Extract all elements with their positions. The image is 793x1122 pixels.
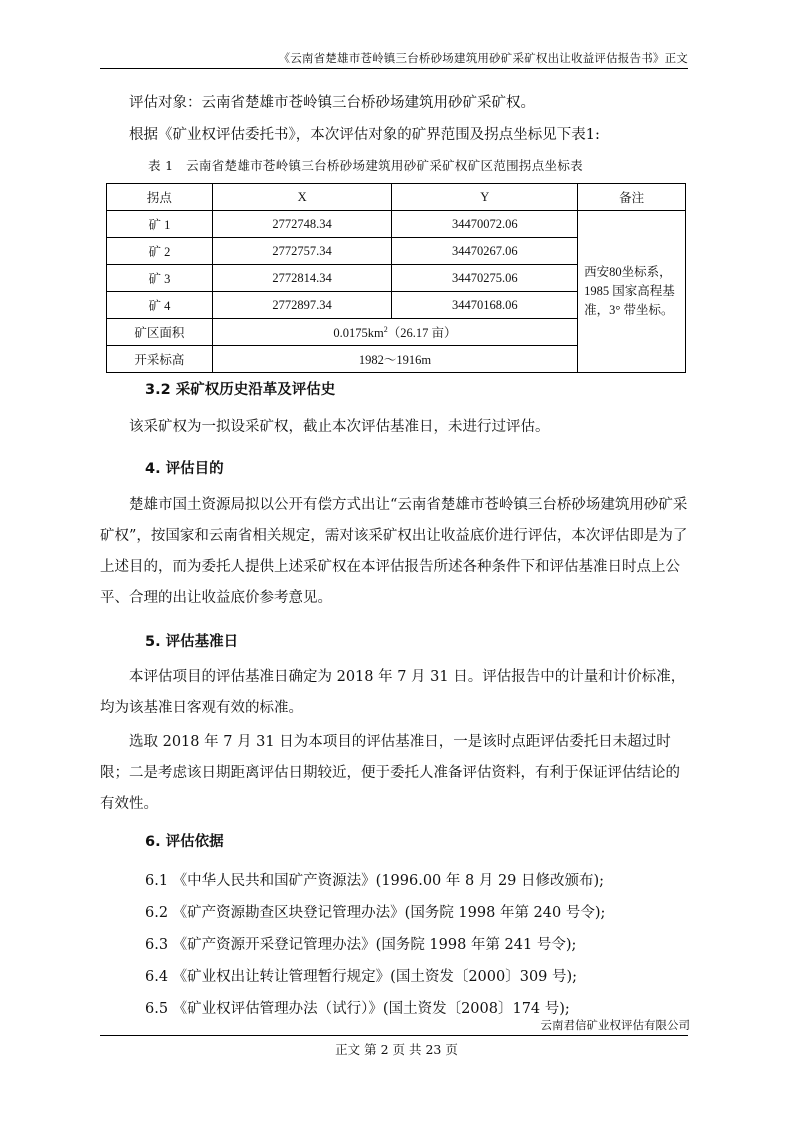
area-unit-superscript: 2 (383, 324, 388, 334)
x-cell: 2772814.34 (212, 265, 392, 292)
col-header-point: 拐点 (107, 184, 213, 211)
col-header-x: X (212, 184, 392, 211)
section-3-2-title: 3.2 采矿权历史沿革及评估史 (145, 382, 336, 398)
table-header-row (107, 184, 686, 211)
x-cell: 2772897.34 (212, 292, 392, 319)
table-row (107, 211, 686, 238)
footer-divider (100, 1035, 688, 1036)
basis-list (145, 865, 690, 1025)
y-cell: 34470168.06 (392, 292, 578, 319)
point-cell: 矿 3 (107, 265, 213, 292)
list-item: 6.3 《矿产资源开采登记管理办法》(国务院 1998 年第 241 号令); (145, 937, 577, 953)
y-cell: 34470267.06 (392, 238, 578, 265)
y-cell: 34470275.06 (392, 265, 578, 292)
coordinate-table (106, 183, 686, 373)
list-item: 6.1 《中华人民共和国矿产资源法》(1996.00 年 8 月 29 日修改颁布); (145, 873, 605, 889)
col-header-y: Y (392, 184, 578, 211)
y-cell: 34470072.06 (392, 211, 578, 238)
list-item: 6.4 《矿业权出让转让管理暂行规定》(国土资发〔2000〕309 号); (145, 969, 578, 985)
page-number: 正文 第 2 页 共 23 页 (335, 1042, 458, 1057)
point-cell: 矿 2 (107, 238, 213, 265)
section-4-title: 4. 评估目的 (145, 461, 224, 477)
table-caption: 表 1 云南省楚雄市苍岭镇三台桥砂场建筑用砂矿采矿权矿区范围拐点坐标表 (148, 158, 583, 173)
area-value: 0.0175km (333, 326, 384, 340)
page-header: 《云南省楚雄市苍岭镇三台桥砂场建筑用砂矿采矿权出让收益评估报告书》正文 (278, 51, 688, 65)
section-5-text-2: 选取 2018 年 7 月 31 日为本项目的评估基准日，一是该时点距评估委托日未超过时限；二是考虑该日期距离评估日期较近，便于委托人准备评估资料，有利于保证评估结论的有效性。 (100, 734, 680, 812)
evaluation-object: 评估对象：云南省楚雄市苍岭镇三台桥砂场建筑用砂矿采矿权。 (129, 95, 535, 111)
elevation-value: 1982～1916m (212, 346, 577, 373)
area-suffix: （26.17 亩） (387, 326, 457, 340)
point-cell: 矿 1 (107, 211, 213, 238)
section-6-title: 6. 评估依据 (145, 834, 224, 850)
area-label: 矿区面积 (107, 319, 213, 346)
section-4-text: 楚雄市国土资源局拟以公开有偿方式出让“云南省楚雄市苍岭镇三台桥砂场建筑用砂矿采矿权”，按国家和云南省相关规定，需对该采矿权出让收益底价进行评估，本次评估即是为了上述目的，而为委托人提供上述采矿权在本评估报告所述各种条件下和评估基准日时点上公平、合理的出让收益底价参考意见。 (100, 497, 688, 606)
table-intro: 根据《矿业权评估委托书》，本次评估对象的矿界范围及拐点坐标见下表1: (129, 127, 600, 143)
x-cell: 2772748.34 (212, 211, 392, 238)
section-5-title: 5. 评估基准日 (145, 634, 239, 650)
area-value-cell (212, 319, 577, 346)
elevation-label: 开采标高 (107, 346, 213, 373)
header-divider (100, 68, 688, 69)
point-cell: 矿 4 (107, 292, 213, 319)
list-item: 6.5 《矿业权评估管理办法（试行）》(国土资发〔2008〕174 号); (145, 1001, 570, 1017)
note-cell: 西安80坐标系，1985 国家高程基准，3° 带坐标。 (578, 211, 686, 373)
section-3-2-text: 该采矿权为一拟设采矿权，截止本次评估基准日，未进行过评估。 (129, 419, 550, 435)
col-header-note: 备注 (578, 184, 686, 211)
list-item: 6.2 《矿产资源勘查区块登记管理办法》(国务院 1998 年第 240 号令); (145, 905, 606, 921)
x-cell: 2772757.34 (212, 238, 392, 265)
section-5-text-1: 本评估项目的评估基准日确定为 2018 年 7 月 31 日。评估报告中的计量和计价标准，均为该基准日客观有效的标准。 (100, 669, 686, 716)
footer-company: 云南君信矿业权评估有限公司 (540, 1018, 690, 1032)
